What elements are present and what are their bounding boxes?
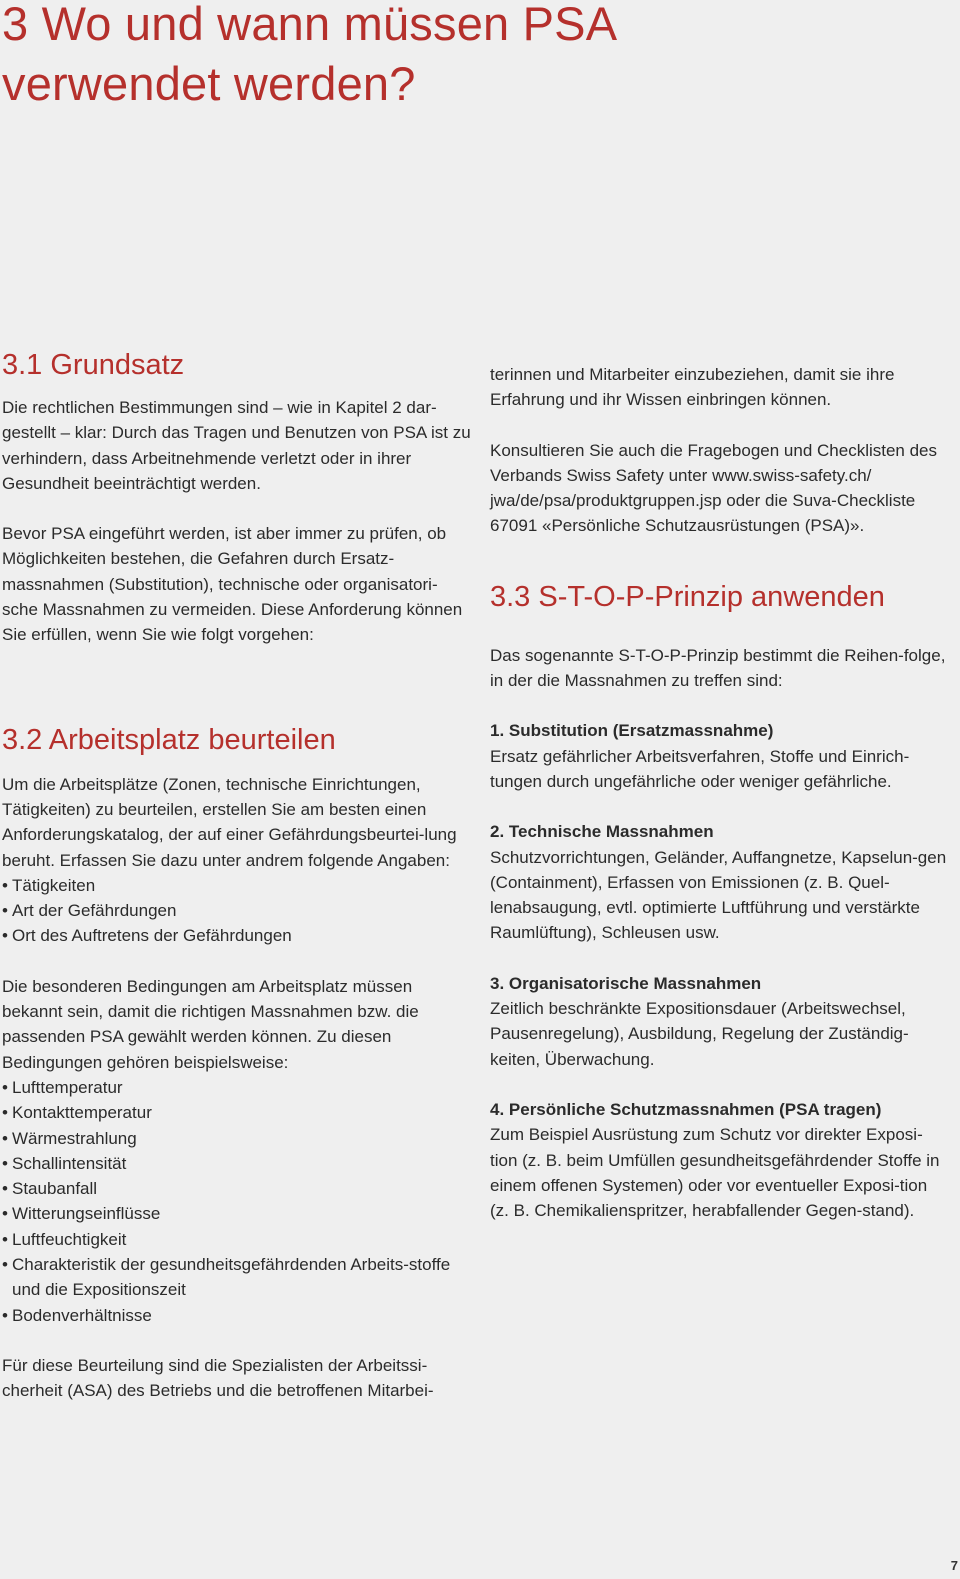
section-3-2-paragraph-2: Die besonderen Bedingungen am Arbeitsplatz müssen bekannt sein, damit die richtigen Massnahmen bzw. die passenden PSA gewählt werden können. Zu diesen Bedingungen gehören beispielsweise: [2, 976, 419, 1072]
stop-item-personal [490, 1097, 950, 1223]
list-item: • Schallintensität [2, 1151, 472, 1176]
section-3-2-paragraph-1: Um die Arbeitsplätze (Zonen, technische Einrichtungen, Tätigkeiten) zu beurteilen, erstellen Sie am besten einen Anforderungskatalog, der auf einer Gefährdungsbeurtei-lung beruht. Erfassen Sie dazu unter andrem folgende Angaben: [2, 774, 457, 870]
section-3-1-paragraph-1: Die rechtlichen Bestimmungen sind – wie in Kapitel 2 dar-gestellt – klar: Durch das Tragen und Benutzen von PSA ist zu verhindern, dass Arbeitnehmende verletzt oder in ihrer Gesundheit beeinträchtigt werden. [2, 398, 471, 493]
list-item: • Kontakttemperatur [2, 1100, 472, 1125]
page-title: 3 Wo und wann müssen PSA verwendet werden? [2, 0, 615, 110]
list-item: • Tätigkeiten [2, 873, 472, 898]
section-3-3-intro: Das sogenannte S-T-O-P-Prinzip bestimmt die Reihen-folge, in der die Massnahmen zu treffen sind: [490, 645, 946, 691]
stop-item-technical [490, 819, 950, 945]
checklist-paragraph: Konsultieren Sie auch die Fragebogen und Checklisten des Verbands Swiss Safety unter www.swiss-safety.ch/ jwa/de/psa/produktgruppen.jsp oder die Suva-Checkliste 67091 «Persönliche Schutzausrüstungen (PSA)». [490, 440, 938, 536]
page-number: 7 [950, 1558, 958, 1573]
list-item: • Wärmestrahlung [2, 1126, 472, 1151]
continuation-paragraph: terinnen und Mitarbeiter einzubeziehen, damit sie ihre Erfahrung und ihr Wissen einbringen können. [490, 365, 895, 410]
stop-item-text: Ersatz gefährlicher Arbeitsverfahren, Stoffe und Einrich-tungen durch ungefährliche oder weniger gefährliche. [490, 746, 910, 791]
conditions-list [2, 1075, 472, 1328]
right-column [490, 362, 950, 1223]
list-item: • Luftfeuchtigkeit [2, 1227, 472, 1252]
list-item: • Bodenverhältnisse [2, 1303, 472, 1328]
stop-item-text: Zeitlich beschränkte Expositionsdauer (Arbeitswechsel, Pausenregelung), Ausbildung, Regelung der Zuständig-keiten, Überwachung. [490, 999, 909, 1069]
stop-item-text: Zum Beispiel Ausrüstung zum Schutz vor direkter Exposi-tion (z. B. beim Umfüllen gesundheitsgefährdender Stoffe in einem offenen Systemen) oder vor eventueller Exposi-tion (z. B. Chemikalienspritzer, herabfallender Gegen-stand). [490, 1125, 940, 1221]
list-item: • Ort des Auftretens der Gefährdungen [2, 923, 472, 948]
section-3-3-heading: 3.3 S-T-O-P-Prinzip anwenden [490, 580, 885, 613]
section-3-1-heading: 3.1 Grundsatz [2, 349, 185, 381]
stop-item-text: Schutzvorrichtungen, Geländer, Auffangnetze, Kapselun-gen (Containment), Erfassen von Emissionen (z. B. Quel-lenabsaugung, evtl. optimierte Luftführung und verstärkte Raumlüftung), Schleusen usw. [490, 847, 947, 943]
stop-item-label: 1. Substitution (Ersatzmassnahme) [490, 721, 774, 741]
list-item: • Charakteristik der gesundheitsgefährdenden Arbeits-stoffe und die Expositionszeit [2, 1252, 472, 1303]
section-3-2-paragraph-3: Für diese Beurteilung sind die Spezialisten der Arbeitssi-cherheit (ASA) des Betriebs und die betroffenen Mitarbei- [2, 1355, 434, 1401]
list-item: • Witterungseinflüsse [2, 1201, 472, 1226]
stop-item-label: 2. Technische Massnahmen [490, 822, 714, 842]
stop-item-label: 4. Persönliche Schutzmassnahmen (PSA tragen) [490, 1099, 882, 1119]
stop-item-organisational [490, 971, 950, 1072]
stop-item-substitution [490, 718, 950, 794]
list-item: • Staubanfall [2, 1176, 472, 1201]
list-item: • Lufttemperatur [2, 1075, 472, 1100]
section-3-2-heading: 3.2 Arbeitsplatz beurteilen [2, 723, 336, 756]
section-3-1-paragraph-2: Bevor PSA eingeführt werden, ist aber immer zu prüfen, ob Möglichkeiten bestehen, die Gefahren durch Ersatz-massnahmen (Substitution), technische oder organisatori-sche Massnahmen zu vermeiden. Diese Anforderung können Sie erfüllen, wenn Sie wie folgt vorgehen: [2, 524, 463, 645]
stop-item-label: 3. Organisatorische Massnahmen [490, 973, 762, 993]
left-column [2, 345, 472, 1404]
list-item: • Art der Gefährdungen [2, 898, 472, 923]
activity-list [2, 873, 472, 949]
